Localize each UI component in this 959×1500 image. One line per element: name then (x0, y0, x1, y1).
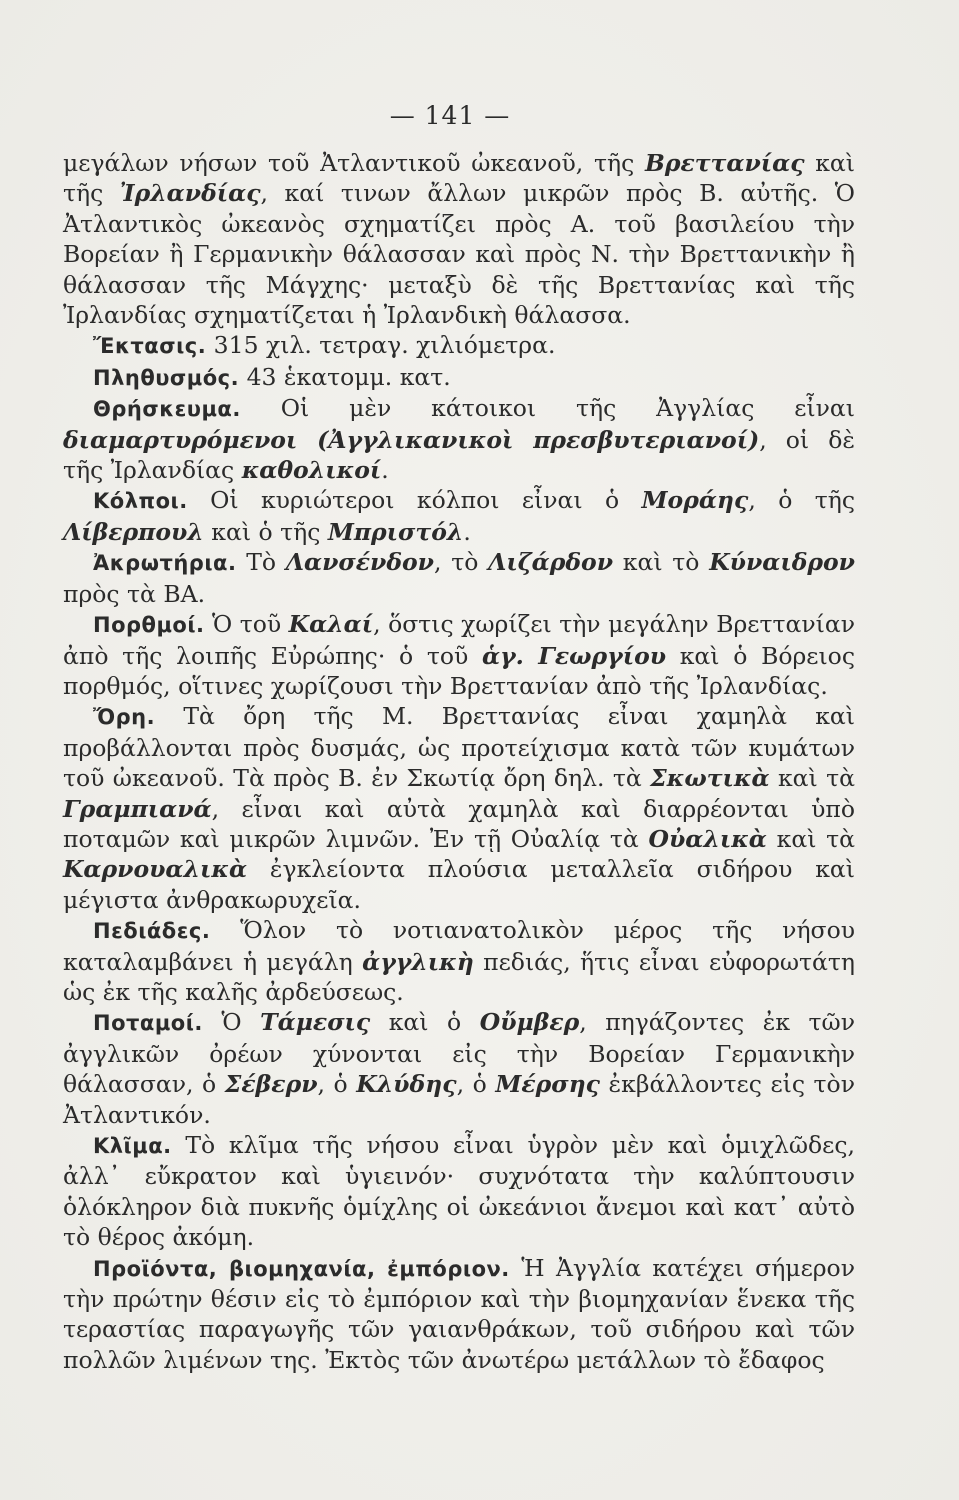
plains-text-1: Ὅλον τὸ νοτιανατολικὸν μέρος τῆς νήσου καταλαμβάνει ἡ μεγάλη (63, 916, 855, 976)
moray-term: Μοράης (641, 486, 749, 515)
rivers-text-2: καὶ ὁ (370, 1008, 480, 1037)
st-george-term: ἁγ. Γεωργίου (482, 641, 667, 670)
rivers-paragraph (63, 1007, 855, 1130)
capes-text-1: Τὸ (236, 548, 286, 577)
gulfs-text-1: Οἱ κυριώτεροι κόλποι εἶναι ὁ (187, 486, 642, 515)
gulfs-heading: Κόλποι. (93, 489, 188, 514)
gulfs-text-3: καὶ ὁ τῆς (203, 517, 328, 546)
capes-heading: Ἀκρωτήρια. (93, 551, 237, 576)
mountains-paragraph (63, 701, 855, 915)
calais-term: Καλαί (288, 610, 374, 639)
intro-paragraph (63, 148, 855, 330)
mountains-text-2: καὶ τὰ (769, 764, 855, 793)
religion-paragraph (63, 393, 855, 485)
capes-text-4: πρὸς τὰ ΒΑ. (63, 579, 206, 608)
religion-heading: Θρήσκευμα. (93, 397, 241, 422)
intro-text-1: μεγάλων νήσων τοῦ Ἀτλαντικοῦ ὠκεανοῦ, τῆς (63, 149, 645, 177)
thames-term: Τάμεσις (260, 1008, 371, 1037)
rivers-text-5: , ὁ (456, 1070, 496, 1099)
mersey-term: Μέρσης (495, 1070, 600, 1099)
religion-text-1: Οἱ μὲν κάτοικοι τῆς Ἀγγλίας εἶναι (240, 394, 855, 423)
climate-paragraph (63, 1130, 855, 1253)
scottish-term: Σκωτικὰ (650, 764, 770, 793)
mountains-text-1: Τὰ ὄρη τῆς Μ. Βρεττανίας εἶναι χαμηλὰ καὶ προβάλλονται πρὸς δυσμάς, ὡς προτείχισμα κατὰ τῶν κυμάτων τοῦ ὠκεανοῦ. Τὰ πρὸς Β. ἐν Σκωτίᾳ ὄρη δηλ. τὰ (63, 702, 855, 793)
products-paragraph (63, 1253, 855, 1376)
straits-text-3: καὶ ὁ Βόρειος πορθμός, οἵτινες χωρίζουσι τὴν Βρεττανίαν ἀπὸ τῆς Ἰρλανδίας. (63, 641, 855, 700)
area-paragraph (63, 330, 855, 361)
gulfs-text-4: . (463, 517, 471, 546)
climate-heading: Κλῖμα. (93, 1134, 172, 1158)
climate-text: Τὸ κλῖμα τῆς νήσου εἶναι ὑγρὸν μὲν καὶ ὁμιχλῶδες, ἀλλ᾽ εὔκρατον καὶ ὑγιεινόν· συχνότατα τὴν καλύπτουσιν ὁλόκληρον διὰ πυκνῆς ὁμίχλης οἱ ὠκεάνιοι ἄνεμοι καὶ κατ᾽ αὐτὸ τὸ θέρος ἀκόμη. (63, 1131, 855, 1252)
humber-term: Οὔμβερ (479, 1008, 580, 1037)
lands-end-term: Λανσένδον (285, 548, 434, 577)
clyde-term: Κλύδης (356, 1070, 457, 1099)
plains-paragraph (63, 915, 855, 1007)
protestant-term: διαμαρτυρόμενοι (Ἀγγλικανικοὶ πρεσβυτεριανοί) (63, 425, 760, 454)
population-paragraph (63, 362, 855, 393)
capes-text-2: , τὸ (433, 548, 489, 577)
products-heading: Προϊόντα, βιομηχανία, ἐμπόριον. (93, 1256, 510, 1281)
straits-text-2: , ὅστις χωρίζει τὴν μεγάλην Βρεττανίαν ἀπὸ τῆς λοιπῆς Εὐρώπης· ὁ τοῦ (63, 610, 855, 670)
intro-text-2: καὶ τῆς (63, 149, 855, 208)
cornish-term: Καρνουαλικὰ (63, 855, 248, 884)
rivers-heading: Ποταμοί. (93, 1011, 203, 1036)
intro-text-3: , καί τινων ἄλλων μικρῶν πρὸς Β. αὐτῆς. Ὁ Ἀτλαντικὸς ὠκεανὸς σχηματίζει πρὸς Α. τοῦ βασιλείου τὴν Βορείαν ἢ Γερμανικὴν θάλασσαν καὶ πρὸς Ν. τὴν Βρεττανικὴν ἢ θάλασσαν τῆς Μάγχης· μεταξὺ δὲ τῆς Βρεττανίας καὶ τῆς Ἰρλανδίας σχηματίζεται ἡ Ἰρλανδικὴ θάλασσα. (63, 179, 855, 330)
straits-text-1: Ὁ τοῦ (204, 610, 289, 639)
straits-heading: Πορθμοί. (93, 613, 205, 638)
population-text: 43 ἑκατομμ. κατ. (239, 362, 451, 391)
capes-paragraph (63, 547, 855, 609)
ireland-term: Ἰρλανδίας (119, 179, 261, 208)
mountains-text-5: ἐγκλείοντα πλούσια μεταλλεῖα σιδήρου καὶ μέγιστα ἀνθρακωρυχεῖα. (63, 855, 855, 914)
gulfs-text-2: , ὁ τῆς (748, 486, 855, 515)
severn-term: Σέβερν (224, 1070, 318, 1099)
area-heading: Ἔκτασις. (93, 334, 207, 359)
plains-heading: Πεδιάδες. (93, 919, 211, 944)
bristol-term: Μπριστόλ (327, 517, 464, 546)
plains-text-2: πεδιάς, ἥτις εἶναι εὐφορωτάτη ὡς ἐκ τῆς καλῆς ἀρδεύσεως. (63, 947, 855, 1006)
mountains-text-3: , εἶναι καὶ αὐτὰ χαμηλὰ καὶ διαρρέονται ὑπὸ ποταμῶν καὶ μικρῶν λιμνῶν. Ἐν τῇ Οὐαλίᾳ τὰ (63, 794, 855, 853)
capes-text-3: καὶ τὸ (613, 548, 710, 577)
mountains-heading: Ὄρη. (93, 705, 156, 730)
lizard-term: Λιζάρδον (488, 548, 614, 577)
gulfs-paragraph (63, 485, 855, 547)
products-text: Ἡ Ἀγγλία κατέχει σήμερον τὴν πρώτην θέσιν εἰς τὸ ἐμπόριον καὶ τὴν βιομηχανίαν ἕνεκα τῆς τεραστίας παραγωγῆς τῶν γαιανθράκων, τοῦ σιδήρου καὶ τῶν πολλῶν λιμένων της. Ἐκτὸς τῶν ἀνωτέρω μετάλλων τὸ ἔδαφος (63, 1253, 855, 1374)
straits-paragraph (63, 609, 855, 701)
catholic-term: καθολικοί (241, 456, 382, 485)
rivers-text-1: Ὁ (202, 1008, 261, 1037)
english-term: ἀγγλικὴ (362, 947, 474, 976)
page-number: — 141 — (389, 101, 511, 130)
mountains-text-4: καὶ τὰ (766, 824, 855, 853)
rivers-text-6: ἐκβάλλοντες εἰς τὸν Ἀτλαντικόν. (63, 1070, 855, 1129)
area-text: 315 χιλ. τετραγ. χιλιόμετρα. (206, 331, 556, 360)
population-heading: Πληθυσμός. (93, 365, 240, 390)
kinnaird-term: Κύναιδρον (709, 548, 855, 577)
liverpool-term: Λίβερπουλ (63, 517, 204, 546)
rivers-text-4: , ὁ (317, 1070, 357, 1099)
welsh-term: Οὐαλικὰ (648, 824, 767, 853)
rivers-text-3: , πηγάζοντες ἐκ τῶν ἀγγλικῶν ὀρέων χύνονται εἰς τὴν Βορείαν Γερμανικὴν θάλασσαν, ὁ (63, 1008, 855, 1099)
religion-text-3: . (381, 456, 389, 485)
religion-text-2: , οἱ δὲ τῆς Ἰρλανδίας (63, 425, 855, 485)
britain-term: Βρεττανίας (644, 149, 805, 177)
page-body (63, 148, 855, 1375)
grampian-term: Γραμπιανά (63, 794, 212, 823)
